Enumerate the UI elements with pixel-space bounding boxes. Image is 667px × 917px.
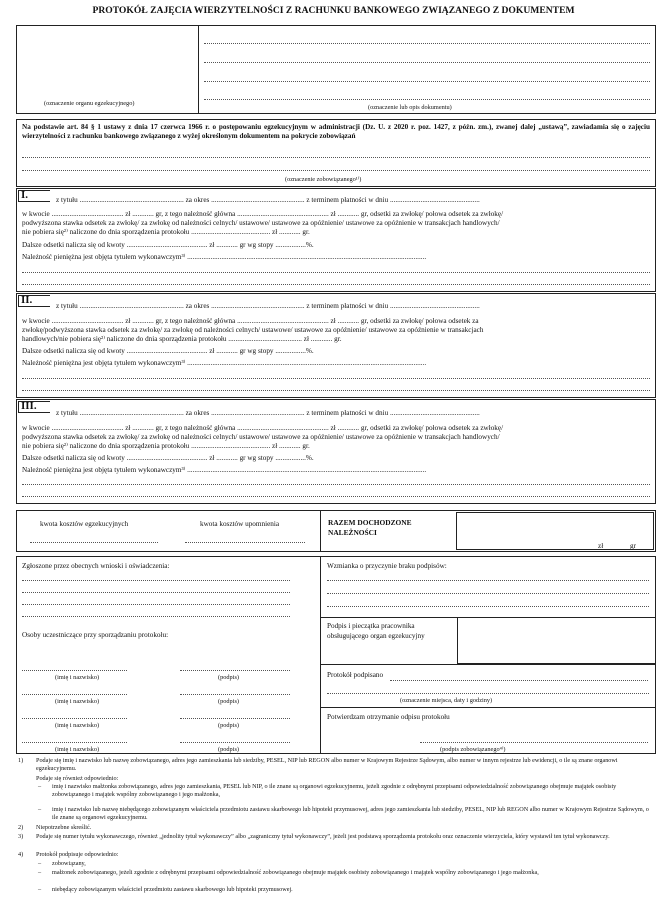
section-2-number: II. xyxy=(21,294,33,306)
footnote-4-item-3: niebędący zobowiązanym właściciel przedmiotu zastawu skarbowego lub hipoteki przymusowej. xyxy=(52,886,293,893)
participant-3-signature-line[interactable] xyxy=(180,718,290,719)
missing-signature-line-3[interactable] xyxy=(327,606,649,607)
missing-signature-label: Wzmianka o przyczynie braku podpisów: xyxy=(327,562,447,570)
document-line-3[interactable] xyxy=(204,81,650,82)
obligor-line-2[interactable] xyxy=(22,170,650,171)
section-2-extra-line-1[interactable] xyxy=(22,378,650,379)
section-1-line-3: podwyższona stawka odsetek za zwłokę/ za zwłokę od należności celnych/ ustawowe/ ustawowe za opóźnienie/ ustawowe za opóźnienie w transakcjach handlowych/ xyxy=(22,219,500,227)
document-line-4[interactable] xyxy=(204,99,650,100)
statements-line-4[interactable] xyxy=(22,616,290,617)
total-label: RAZEM DOCHODZONE NALEŻNOŚCI xyxy=(328,518,412,537)
costs-divider xyxy=(320,510,321,552)
footnote-1-also: Podaje się również odpowiednio: xyxy=(36,775,119,782)
footnote-1-item-1: imię i nazwisko małżonka zobowiązanego, adres jego zamieszkania, PESEL lub NIP, o ile znane są organowi egzekucyjnemu, jeżeli zgodnie z odrębnymi przepisami odpowiedzialność zobowiązanego obejmuje majątek osobisty zobowiązanego i majątek wspólny zobowiązanego i jego małżonka, xyxy=(52,783,617,798)
participant-1-name-line[interactable] xyxy=(22,670,127,671)
section-3-extra-line-2[interactable] xyxy=(22,496,650,497)
total-currency: zł xyxy=(598,542,604,550)
section-3-extra-line-1[interactable] xyxy=(22,484,650,485)
reminder-costs-field[interactable] xyxy=(185,542,305,543)
section-3-line-5: Dalsze odsetki nalicza się od kwoty ............................................. zł ............ gr wg stopy .................%. xyxy=(22,454,314,462)
receipt-signature-line[interactable] xyxy=(420,742,648,743)
participant-4-name-line[interactable] xyxy=(22,742,127,743)
footnote-4: Protokół podpisuje odpowiednio: xyxy=(36,851,119,858)
participant-3-name-caption: (imię i nazwisko) xyxy=(55,722,100,729)
header-divider xyxy=(198,25,199,114)
section-2-line-6: Należność pieniężna jest objęta tytułem wykonawczym³⁾ ..................................................................................................................................... xyxy=(22,359,427,367)
participant-1-signature-line[interactable] xyxy=(180,670,290,671)
section-1-line-2: w kwocie ........................................ zł ............ gr, z tego należność główna ................................................... zł ............ gr, odsetki za zwłokę/ połowa odsetek za zwłokę/ xyxy=(22,210,504,218)
section-2-line-4: handlowych/nie pobiera się²⁾ naliczone do dnia sporządzenia protokołu ......................................... zł ............ gr. xyxy=(22,335,342,343)
protocol-top-rule xyxy=(320,664,656,665)
section-1-line-4: nie pobiera się²⁾ naliczone do dnia sporządzenia protokołu ............................................ zł ............ gr. xyxy=(22,228,310,236)
footnote-4-item-2: małżonek zobowiązanego, jeżeli zgodnie z odrębnymi przepisami odpowiedzialność zobowiązanego obejmuje majątek osobisty zobowiązanego i majątek wspólny zobowiązanego i jego małżonka, xyxy=(52,869,539,876)
receipt-top-rule xyxy=(320,707,656,708)
participants-label: Osoby uczestniczące przy sporządzaniu protokołu: xyxy=(22,631,169,639)
missing-signature-line-2[interactable] xyxy=(327,593,649,594)
section-1-extra-line-2[interactable] xyxy=(22,284,650,285)
participant-4-signature-caption: (podpis) xyxy=(218,746,239,753)
participant-4-name-caption: (imię i nazwisko) xyxy=(55,746,100,753)
statements-label: Zgłoszone przez obecnych wnioski i oświadczenia: xyxy=(22,562,170,570)
enforcement-costs-label: kwota kosztów egzekucyjnych xyxy=(40,520,129,528)
section-2-line-2: w kwocie ........................................ zł ............ gr, z tego należność główna ................................................... zł ............ gr, odsetki za zwłokę/ połowa odsetek za xyxy=(22,317,479,325)
receipt-label: Potwierdzam otrzymanie odpisu protokołu xyxy=(327,713,450,721)
participant-2-name-line[interactable] xyxy=(22,694,127,695)
footnote-3-number: 3) xyxy=(18,833,24,840)
statements-line-2[interactable] xyxy=(22,592,290,593)
section-2-line-5: Dalsze odsetki nalicza się od kwoty ............................................. zł ............ gr wg stopy .................%. xyxy=(22,347,314,355)
document-line-2[interactable] xyxy=(204,62,650,63)
section-1-number: I. xyxy=(21,189,29,201)
obligor-caption: (oznaczenie zobowiązanego¹⁾) xyxy=(285,176,362,183)
protocol-signed-label: Protokół podpisano xyxy=(327,671,384,679)
section-3-line-3: podwyższona stawka odsetek za zwłokę/ za zwłokę od należności celnych/ ustawowe/ ustawowe za opóźnienie/ ustawowe za opóźnienie w transakcjach handlowych/ xyxy=(22,433,500,441)
missing-signature-line-1[interactable] xyxy=(327,580,649,581)
participant-1-name-caption: (imię i nazwisko) xyxy=(55,674,100,681)
section-3-line-6: Należność pieniężna jest objęta tytułem wykonawczym³⁾ ..................................................................................................................................... xyxy=(22,466,427,474)
officer-signature-field[interactable] xyxy=(457,617,656,664)
participant-2-signature-line[interactable] xyxy=(180,694,290,695)
statements-line-1[interactable] xyxy=(22,580,290,581)
section-3-line-4: nie pobiera się²⁾ naliczone do dnia sporządzenia protokołu ............................................ zł ............ gr. xyxy=(22,442,310,450)
total-amount-field[interactable] xyxy=(456,512,654,550)
section-1-extra-line-1[interactable] xyxy=(22,272,650,273)
participant-2-name-caption: (imię i nazwisko) xyxy=(55,698,100,705)
protocol-signed-line-1[interactable] xyxy=(390,680,648,681)
footnote-4-dash-1: – xyxy=(38,860,42,867)
place-date-caption: (oznaczenie miejsca, daty i godziny) xyxy=(400,697,493,704)
total-subunit: gr xyxy=(630,542,636,550)
organ-caption: (oznaczenie organu egzekucyjnego) xyxy=(44,100,135,107)
section-1-line-1: z tytułu .......................................................... za okres .................................................... z terminem płatności w dniu .................................................. xyxy=(56,196,480,204)
obligor-signature-caption: (podpis zobowiązanego⁴⁾) xyxy=(440,746,506,753)
document-caption: (oznaczenie lub opis dokumentu) xyxy=(368,104,452,111)
section-1-line-5: Dalsze odsetki nalicza się od kwoty ............................................. zł ............ gr wg stopy .................%. xyxy=(22,241,314,249)
section-2-extra-line-2[interactable] xyxy=(22,390,650,391)
footnote-1-number: 1) xyxy=(18,757,24,764)
officer-signature-label: Podpis i pieczątka pracownika obsługującego organ egzekucyjny xyxy=(327,622,425,640)
section-3-line-1: z tytułu .......................................................... za okres .................................................... z terminem płatności w dniu .................................................. xyxy=(56,409,480,417)
footnote-2-number: 2) xyxy=(18,824,24,831)
footnote-1-item-2: imię i nazwisko lub nazwę niebędącego zobowiązanym właściciela przedmiotu zastawu skarbowego lub hipoteki przymusowej, adres jego zamieszkania lub siedziby, PESEL, NIP lub REGON albo numer w Krajowym Rejestrze Sądowym, o ile znane są organowi egzekucyjnemu. xyxy=(52,806,649,821)
footnote-4-item-1: zobowiązany, xyxy=(52,860,86,867)
statements-line-3[interactable] xyxy=(22,604,290,605)
section-1-line-6: Należność pieniężna jest objęta tytułem wykonawczym³⁾ ..................................................................................................................................... xyxy=(22,253,427,261)
footnote-4-number: 4) xyxy=(18,851,24,858)
document-line-1[interactable] xyxy=(204,43,650,44)
page-title: PROTOKÓŁ ZAJĘCIA WIERZYTELNOŚCI Z RACHUNKU BANKOWEGO ZWIĄZANEGO Z DOKUMENTEM xyxy=(92,5,575,16)
participant-1-signature-caption: (podpis) xyxy=(218,674,239,681)
participant-2-signature-caption: (podpis) xyxy=(218,698,239,705)
participant-4-signature-line[interactable] xyxy=(180,742,290,743)
obligor-line-1[interactable] xyxy=(22,157,650,158)
enforcement-costs-field[interactable] xyxy=(30,542,158,543)
footnote-3: Podaje się numer tytułu wykonawczego, również „jednolity tytuł wykonawczy” albo „zagraniczny tytuł wykonawczy”, jeżeli jest podstawą sporządzenia protokołu oraz oznaczenie wierzyciela, który wystawił ten tytuł wykonawczy. xyxy=(36,833,610,840)
section-3-number: III. xyxy=(21,400,37,412)
protocol-signed-line-2[interactable] xyxy=(327,693,649,694)
participant-3-signature-caption: (podpis) xyxy=(218,722,239,729)
section-2-line-3: zwłokę/podwyższona stawka odsetek za zwłokę/ za zwłokę od należności celnych/ ustawowe/ ustawowe za opóźnienie/ ustawowe za opóźnienie w transakcjach xyxy=(22,326,484,334)
footnote-1-dash-1: – xyxy=(38,783,42,790)
section-3-line-2: w kwocie ........................................ zł ............ gr, z tego należność główna ................................................... zł ............ gr, odsetki za zwłokę/ połowa odsetek za zwłokę/ xyxy=(22,424,504,432)
footnote-2: Niepotrzebne skreślić. xyxy=(36,824,92,831)
intro-text: Na podstawie art. 84 § 1 ustawy z dnia 17 czerwca 1966 r. o postępowaniu egzekucyjnym w administracji (Dz. U. z 2020 r. poz. 1427, z późn. zm.), zwanej dalej „ustawą”, zawiadamia się o zajęciu wierzytelności z rachunku bankowego związanego z wyżej określonym dokumentem na pokrycie zobowiązań xyxy=(22,123,650,140)
reminder-costs-label: kwota kosztów upomnienia xyxy=(200,520,280,528)
footnote-4-dash-2: – xyxy=(38,869,42,876)
footnote-1: Podaje się imię i nazwisko lub nazwę zobowiązanego, adres jego zamieszkania lub siedziby, PESEL, NIP lub REGON albo numer w Krajowym Rejestrze Sądowym, albo numer w innym rejestrze lub ewidencji, o ile są znane organowi egzekucyjnemu. xyxy=(36,757,618,772)
lower-divider xyxy=(320,556,321,754)
footnote-1-dash-2: – xyxy=(38,806,42,813)
section-2-line-1: z tytułu .......................................................... za okres .................................................... z terminem płatności w dniu .................................................. xyxy=(56,302,480,310)
footnote-4-dash-3: – xyxy=(38,886,42,893)
participant-3-name-line[interactable] xyxy=(22,718,127,719)
